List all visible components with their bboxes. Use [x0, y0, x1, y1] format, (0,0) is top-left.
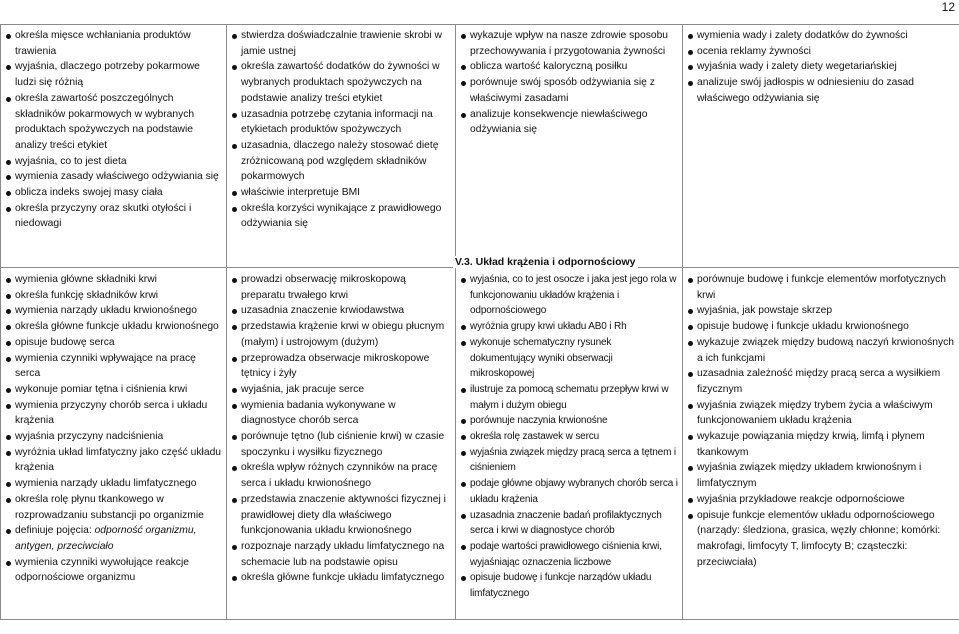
list-item: wyjaśnia, jak powstaje skrzep	[687, 303, 956, 319]
list-item: oblicza wartość kaloryczną posiłku	[460, 59, 679, 75]
list-item: stwierdza doświadczalnie trawienie skrobi w jamie ustnej	[231, 28, 452, 59]
requirement-list	[5, 272, 223, 586]
list-item: wyjaśnia związek między pracą serca a tętnem i ciśnieniem	[460, 445, 679, 476]
table-cell	[227, 268, 456, 620]
section-heading: V.3. Układ krążenia i odpornościowy	[455, 256, 636, 268]
list-item: wyjaśnia związek między trybem życia a właściwym funkcjonowaniem układu krążenia	[687, 398, 956, 429]
list-item: porównuje swój sposób odżywiania się z właściwymi zasadami	[460, 75, 679, 106]
list-item: przedstawia krążenie krwi w obiegu płucnym (małym) i ustrojowym (dużym)	[231, 319, 452, 350]
list-item: uzasadnia potrzebę czytania informacji na etykietach produktów spożywczych	[231, 107, 452, 138]
list-item: wyjaśnia, dlaczego potrzeby pokarmowe ludzi się różnią	[5, 59, 223, 90]
list-item: uzasadnia, dlaczego należy stosować dietę zróżnicowaną pod względem składników pokarmowych	[231, 138, 452, 185]
list-item: wykazuje związek między budową naczyń krwionośnych a ich funkcjami	[687, 335, 956, 366]
requirement-list	[5, 28, 223, 232]
list-item: wykazuje wpływ na nasze zdrowie sposobu przechowywania i przygotowania żywności	[460, 28, 679, 59]
list-item: porównuje tętno (lub ciśnienie krwi) w czasie spoczynku i wysiłku fizycznego	[231, 429, 452, 460]
list-item: porównuje naczynia krwionośne	[460, 413, 679, 429]
list-item: wymienia narządy układu limfatycznego	[5, 476, 223, 492]
list-item: wyróżnia układ limfatyczny jako część układu krążenia	[5, 445, 223, 476]
list-item: wymienia badania wykonywane w diagnostyce chorób serca	[231, 398, 452, 429]
list-item: opisuje funkcje elementów układu odpornościowego (narządy: śledziona, grasica, węzły chłonne; komórki: makrofagi, limfocyty T, limfocyty B; cząsteczki: przeciwciała)	[687, 508, 956, 571]
list-item: określa korzyści wynikające z prawidłowego odżywiania się	[231, 201, 452, 232]
list-item: prowadzi obserwację mikroskopową preparatu trwałego krwi	[231, 272, 452, 303]
table-row	[1, 25, 959, 268]
page-number: 12	[941, 0, 955, 14]
requirement-list	[231, 28, 452, 232]
list-item: uzasadnia zależność między pracą serca a wysiłkiem fizycznym	[687, 366, 956, 397]
list-item: wymienia czynniki wpływające na pracę serca	[5, 351, 223, 382]
list-item: wyróżnia grupy krwi układu AB0 i Rh	[460, 319, 679, 335]
list-item: wykazuje powiązania między krwią, limfą i płynem tkankowym	[687, 429, 956, 460]
requirement-list	[687, 272, 956, 570]
list-item: określa rolę płynu tkankowego w rozprowadzaniu substancji po organizmie	[5, 492, 223, 523]
list-item: wyjaśnia, co to jest dieta	[5, 154, 223, 170]
list-item: wymienia główne składniki krwi	[5, 272, 223, 288]
list-item: wykonuje pomiar tętna i ciśnienia krwi	[5, 382, 223, 398]
list-item: opisuje budowę serca	[5, 335, 223, 351]
list-item: wymienia narządy układu krwionośnego	[5, 303, 223, 319]
list-item: wykonuje schematyczny rysunek dokumentujący wyniki obserwacji mikroskopowej	[460, 335, 679, 382]
table-cell	[227, 25, 456, 268]
list-item: określa rolę zastawek w sercu	[460, 429, 679, 445]
list-item: ocenia reklamy żywności	[687, 44, 956, 60]
list-item: właściwie interpretuje BMI	[231, 185, 452, 201]
requirement-list	[231, 272, 452, 586]
list-item: przedstawia znaczenie aktywności fizycznej i prawidłowej diety dla właściwego funkcjonowania układu krwionośnego	[231, 492, 452, 539]
list-item: analizuje swój jadłospis w odniesieniu do zasad właściwego odżywiania się	[687, 75, 956, 106]
list-item: opisuje budowę i funkcje układu krwionośnego	[687, 319, 956, 335]
list-item: opisuje budowę i funkcje narządów układu limfatycznego	[460, 570, 679, 601]
table-cell	[683, 268, 959, 620]
requirement-list	[460, 272, 679, 602]
table-cell	[683, 25, 959, 268]
list-item: określa zawartość poszczególnych składników pokarmowych w wybranych produktach spożywczych na podstawie analizy treści etykiet	[5, 91, 223, 154]
requirement-list	[687, 28, 956, 107]
list-item: porównuje budowę i funkcje elementów morfotycznych krwi	[687, 272, 956, 303]
list-item: przeprowadza obserwacje mikroskopowe tętnicy i żyły	[231, 351, 452, 382]
requirement-list	[460, 28, 679, 138]
table-row	[1, 268, 959, 620]
list-item: wyjaśnia przykładowe reakcje odpornościowe	[687, 492, 956, 508]
table-cell	[456, 25, 683, 268]
list-item: wyjaśnia wady i zalety diety wegetariańskiej	[687, 59, 956, 75]
list-item: określa mięsce wchłaniania produktów trawienia	[5, 28, 223, 59]
list-item: oblicza indeks swojej masy ciała	[5, 185, 223, 201]
list-item: określa główne funkcje układu krwionośnego	[5, 319, 223, 335]
list-item: wyjaśnia, co to jest osocze i jaka jest jego rola w funkcjonowaniu układów krążenia i odpornościowego	[460, 272, 679, 319]
list-item: uzasadnia znaczenie badań profilaktycznych serca i krwi w diagnostyce chorób	[460, 508, 679, 539]
list-item: wymienia czynniki wywołujące reakcje odpornościowe organizmu	[5, 555, 223, 586]
list-item: wyjaśnia, jak pracuje serce	[231, 382, 452, 398]
list-item: definiuje pojęcia: odporność organizmu, antygen, przeciwciało	[5, 523, 223, 554]
list-item: określa główne funkcje układu limfatycznego	[231, 570, 452, 586]
list-item: określa przyczyny oraz skutki otyłości i niedowagi	[5, 201, 223, 232]
list-item: ilustruje za pomocą schematu przepływ krwi w małym i dużym obiegu	[460, 382, 679, 413]
defined-terms: odporność organizmu, antygen, przeciwciało	[15, 525, 197, 552]
list-item: określa zawartość dodatków do żywności w wybranych produktach spożywczych na podstawie analizy treści etykiet	[231, 59, 452, 106]
table-cell	[456, 268, 683, 620]
list-item: rozpoznaje narządy układu limfatycznego na schemacie lub na podstawie opisu	[231, 539, 452, 570]
list-item: podaje wartości prawidłowego ciśnienia krwi, wyjaśniając oznaczenia liczbowe	[460, 539, 679, 570]
list-item: wymienia wady i zalety dodatków do żywności	[687, 28, 956, 44]
list-item: wymienia przyczyny chorób serca i układu krążenia	[5, 398, 223, 429]
list-item: podaje główne objawy wybranych chorób serca i układu krążenia	[460, 476, 679, 507]
table-cell	[1, 25, 227, 268]
requirements-table	[0, 24, 959, 620]
list-item: wyjaśnia przyczyny nadciśnienia	[5, 429, 223, 445]
table-cell	[1, 268, 227, 620]
list-item: uzasadnia znaczenie krwiodawstwa	[231, 303, 452, 319]
list-item: określa funkcję składników krwi	[5, 288, 223, 304]
list-item: wymienia zasady właściwego odżywiania się	[5, 169, 223, 185]
list-item: określa wpływ różnych czynników na pracę serca i układu krwionośnego	[231, 460, 452, 491]
list-item: analizuje konsekwencje niewłaściwego odżywiania się	[460, 107, 679, 138]
list-item: wyjaśnia związek między układem krwionośnym i limfatycznym	[687, 460, 956, 491]
